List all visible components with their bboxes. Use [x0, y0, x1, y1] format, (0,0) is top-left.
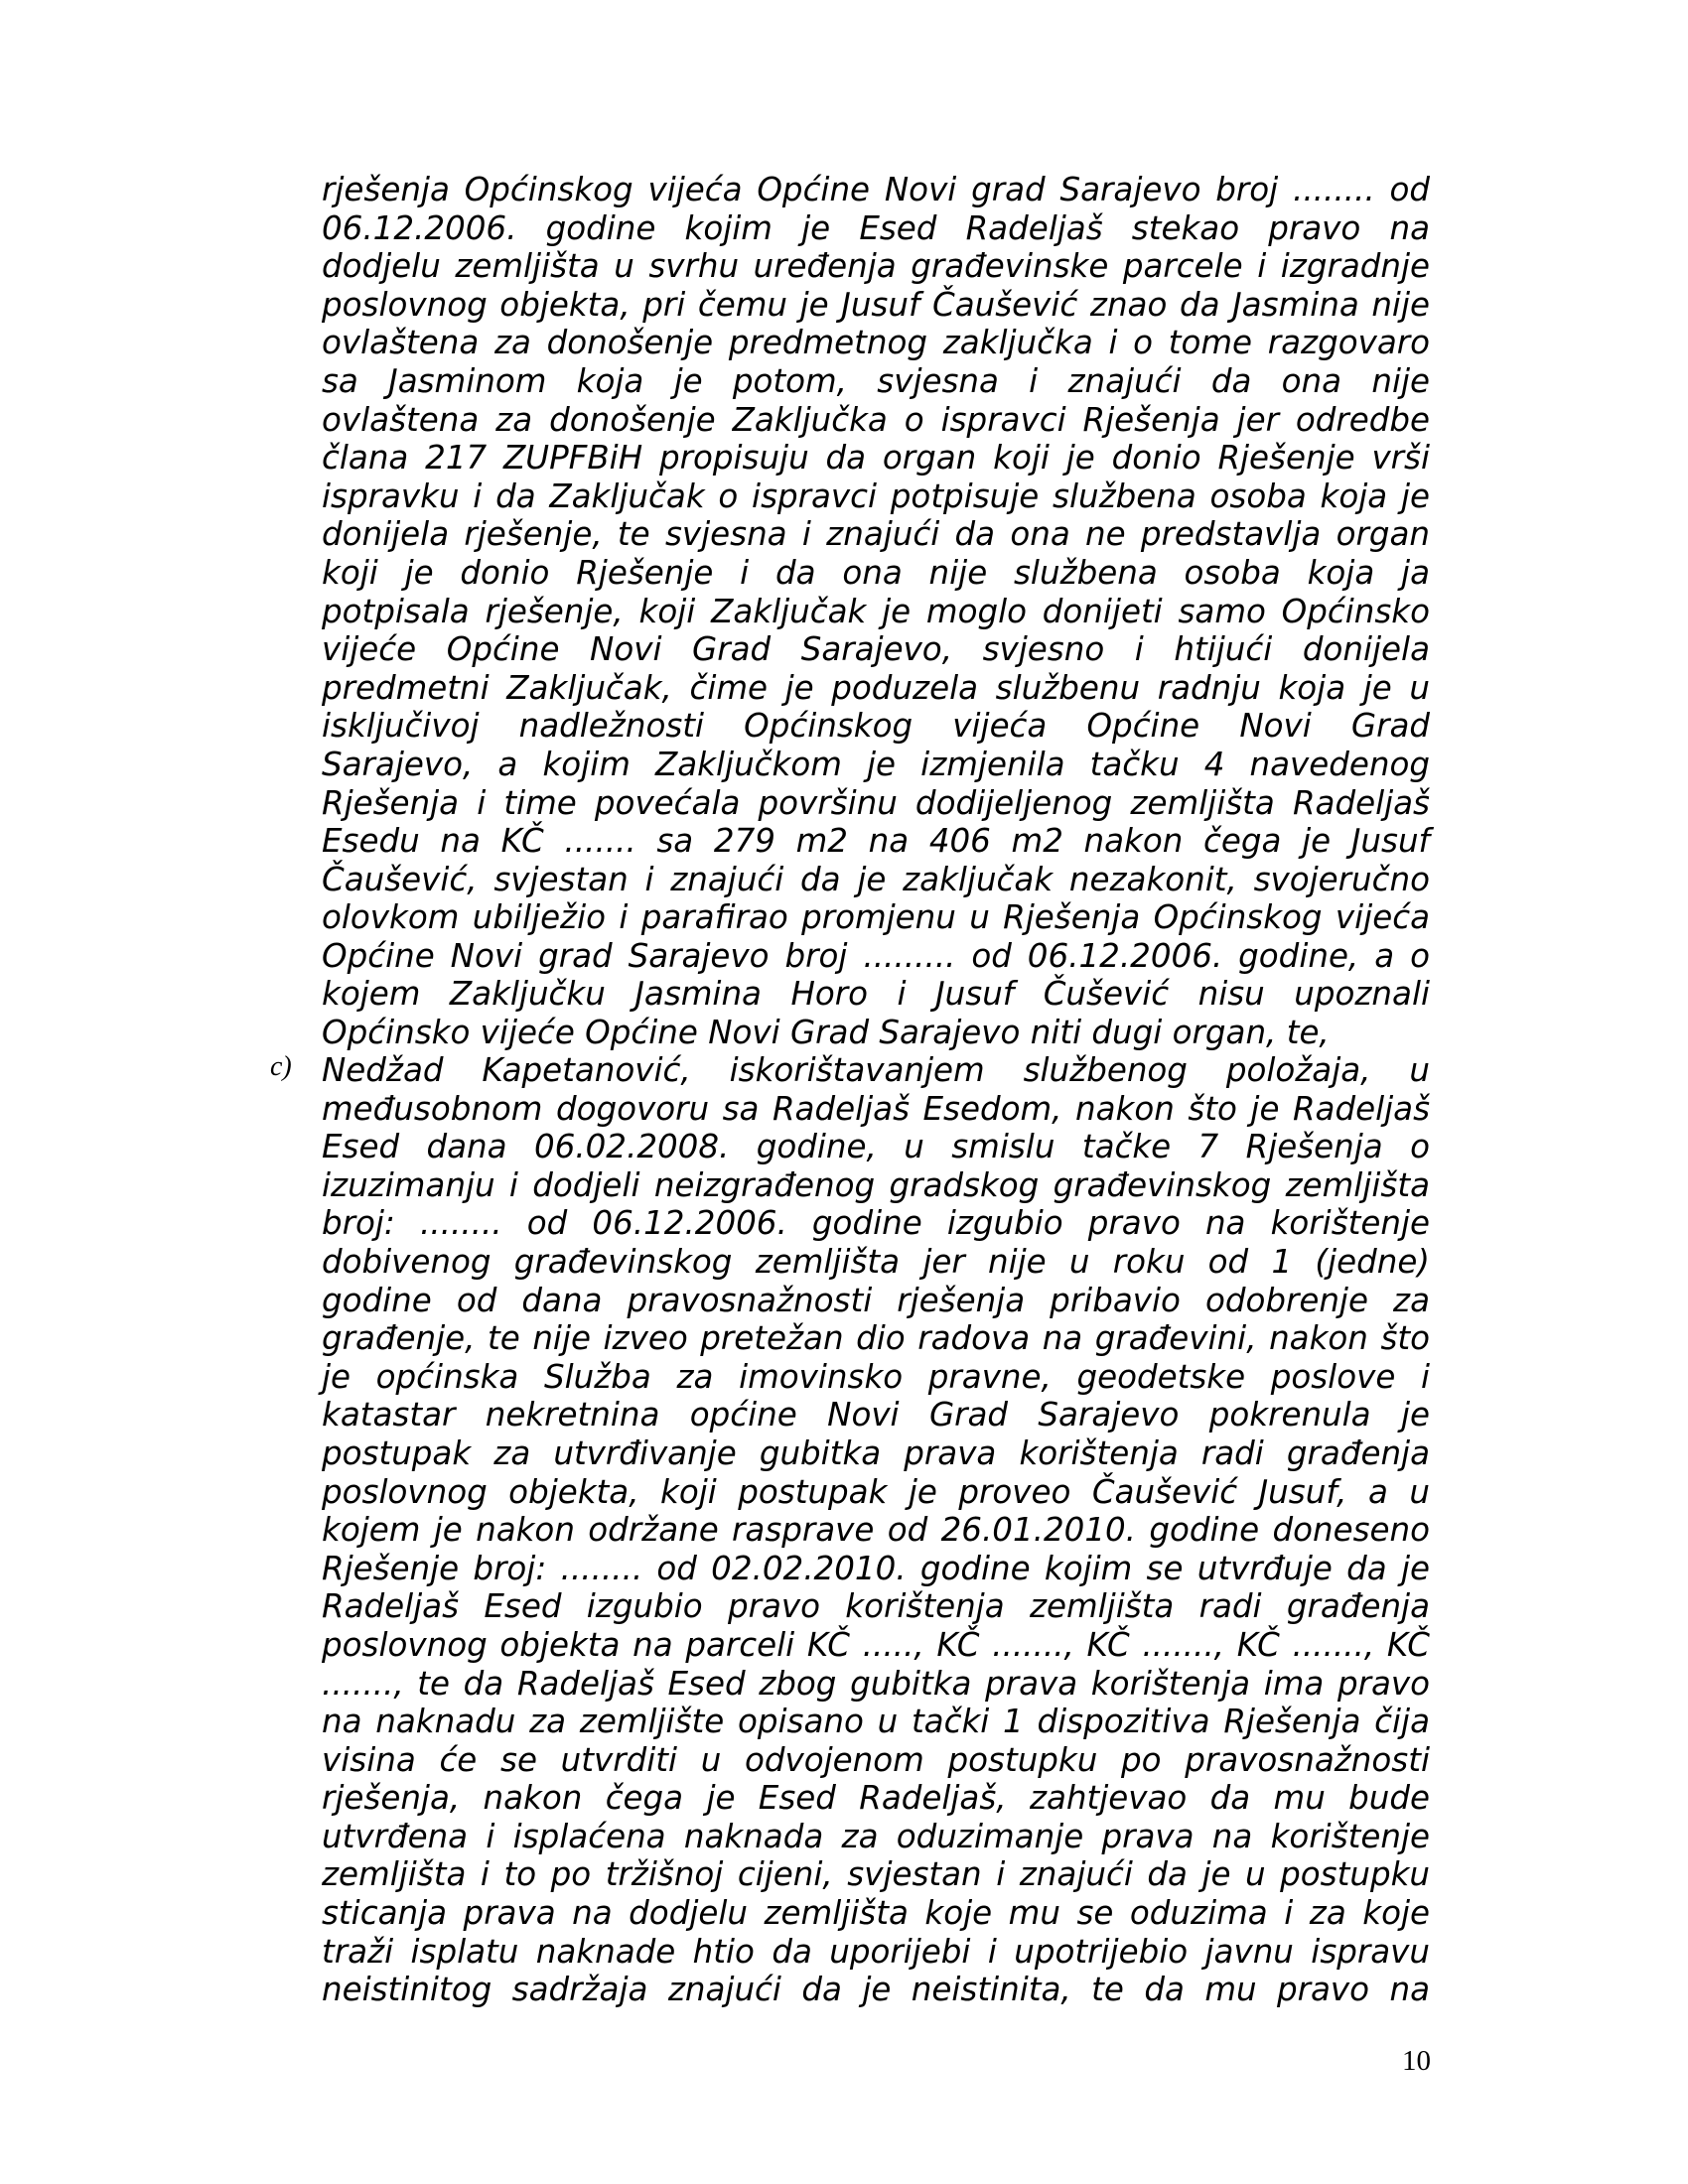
text-line: vijeće Općine Novi Grad Sarajevo, svjesno i htijući donijela: [322, 630, 1430, 669]
text-line: 06.12.2006. godine kojim je Esed Radeljaš stekao pravo na: [322, 208, 1430, 247]
text-line: isključivoj nadležnosti Općinskog vijeća Općine Novi Grad: [322, 707, 1430, 746]
text-line: zemljišta i to po tržišnoj cijeni, svjestan i znajući da je u postupku: [322, 1855, 1430, 1894]
text-line: Općinsko vijeće Općine Novi Grad Sarajevo niti dugi organ, te,: [322, 1014, 1330, 1052]
text-line: broj: ........ od 06.12.2006. godine izgubio pravo na korištenje: [322, 1204, 1430, 1243]
text-line: člana 217 ZUPFBiH propisuju da organ koji je donio Rješenje vrši: [322, 439, 1430, 478]
text-line: ovlaštena za donošenje Zaključka o ispravci Rješenja jer odredbe: [322, 400, 1430, 439]
text-line: Esed dana 06.02.2008. godine, u smislu tačke 7 Rješenja o: [322, 1128, 1430, 1166]
text-line: donijela rješenje, te svjesna i znajući da ona ne predstavlja organ: [322, 515, 1430, 554]
text-line: koji je donio Rješenje i da ona nije službena osoba koja ja: [322, 553, 1430, 592]
text-line: godine od dana pravosnažnosti rješenja pribavio odobrenje za: [322, 1281, 1430, 1319]
text-line: poslovnog objekta, pri čemu je Jusuf Čaušević znao da Jasmina nije: [322, 285, 1430, 324]
text-line: Čaušević, svjestan i znajući da je zaključak nezakonit, svojeručno: [322, 860, 1430, 898]
paragraph-continuation: [322, 171, 1430, 1052]
text-line: Rješenja i time povećala površinu dodijeljenog zemljišta Radeljaš: [322, 783, 1430, 822]
text-line: potpisala rješenje, koji Zaključak je moglo donijeti samo Općinsko: [322, 592, 1430, 630]
text-line: izuzimanju i dodjeli neizgrađenog gradskog građevinskog zemljišta: [322, 1165, 1430, 1204]
text-line: kojem Zaključku Jasmina Horo i Jusuf Čušević nisu upoznali: [322, 975, 1430, 1014]
list-marker-c: c): [270, 1051, 292, 1082]
text-line: ispravku i da Zaključak o ispravci potpisuje službena osoba koja je: [322, 477, 1430, 515]
text-line: je općinska Služba za imovinsko pravne, geodetske poslove i: [322, 1357, 1430, 1396]
page-number: 10: [1402, 2045, 1431, 2077]
text-line: traži isplatu naknade htio da uporijebi i upotrijebio javnu ispravu: [322, 1932, 1430, 1971]
text-line: predmetni Zaključak, čime je poduzela službenu radnju koja je u: [322, 668, 1430, 707]
text-line: postupak za utvrđivanje gubitka prava korištenja radi građenja: [322, 1433, 1430, 1472]
text-line: kojem je nakon održane rasprave od 26.01.2010. godine doneseno: [322, 1511, 1430, 1550]
text-line: rješenja, nakon čega je Esed Radeljaš, zahtjevao da mu bude: [322, 1779, 1430, 1818]
text-line: međusobnom dogovoru sa Radeljaš Esedom, nakon što je Radeljaš: [322, 1089, 1430, 1128]
paragraph-item-c: [322, 1051, 1430, 2009]
text-line: poslovnog objekta, koji postupak je proveo Čaušević Jusuf, a u: [322, 1472, 1430, 1511]
text-line: na naknadu za zemljište opisano u tački 1 dispozitiva Rješenja čija: [322, 1703, 1430, 1741]
text-line: ......., te da Radeljaš Esed zbog gubitka prava korištenja ima pravo: [322, 1664, 1430, 1703]
text-line: sticanja prava na dodjelu zemljišta koje mu se oduzima i za koje: [322, 1894, 1430, 1933]
text-line: dodjelu zemljišta u svrhu uređenja građevinske parcele i izgradnje: [322, 247, 1430, 286]
text-line: visina će se utvrditi u odvojenom postupku po pravosnažnosti: [322, 1740, 1430, 1779]
text-line: sa Jasminom koja je potom, svjesna i znajući da ona nije: [322, 361, 1430, 400]
text-line: ovlaštena za donošenje predmetnog zaključka i o tome razgovaro: [322, 324, 1430, 362]
text-line: katastar nekretnina općine Novi Grad Sarajevo pokrenula je: [322, 1396, 1430, 1434]
text-line: dobivenog građevinskog zemljišta jer nije u roku od 1 (jedne): [322, 1242, 1430, 1281]
text-line: Općine Novi grad Sarajevo broj ......... od 06.12.2006. godine, a o: [322, 936, 1430, 975]
text-line: Esedu na KČ ....... sa 279 m2 na 406 m2 nakon čega je Jusuf: [322, 822, 1430, 861]
text-line: neistinitog sadržaja znajući da je neistinita, te da mu pravo na: [322, 1971, 1430, 2009]
text-line: rješenja Općinskog vijeća Općine Novi grad Sarajevo broj ........ od: [322, 171, 1430, 208]
text-line: olovkom ubilježio i parafirao promjenu u Rješenja Općinskog vijeća: [322, 898, 1430, 937]
text-line: Rješenje broj: ........ od 02.02.2010. godine kojim se utvrđuje da je: [322, 1549, 1430, 1587]
text-line: Radeljaš Esed izgubio pravo korištenja zemljišta radi građenja: [322, 1587, 1430, 1626]
text-line: poslovnog objekta na parceli KČ ....., KČ ......., KČ ......., KČ ......., KČ: [322, 1625, 1430, 1664]
text-line: utvrđena i isplaćena naknada za oduzimanje prava na korištenje: [322, 1817, 1430, 1855]
text-line: Sarajevo, a kojim Zaključkom je izmjenila tačku 4 navedenog: [322, 745, 1430, 783]
text-line: građenje, te nije izveo pretežan dio radova na građevini, nakon što: [322, 1319, 1430, 1358]
text-line: Nedžad Kapetanović, iskorištavanjem službenog položaja, u: [322, 1051, 1430, 1089]
